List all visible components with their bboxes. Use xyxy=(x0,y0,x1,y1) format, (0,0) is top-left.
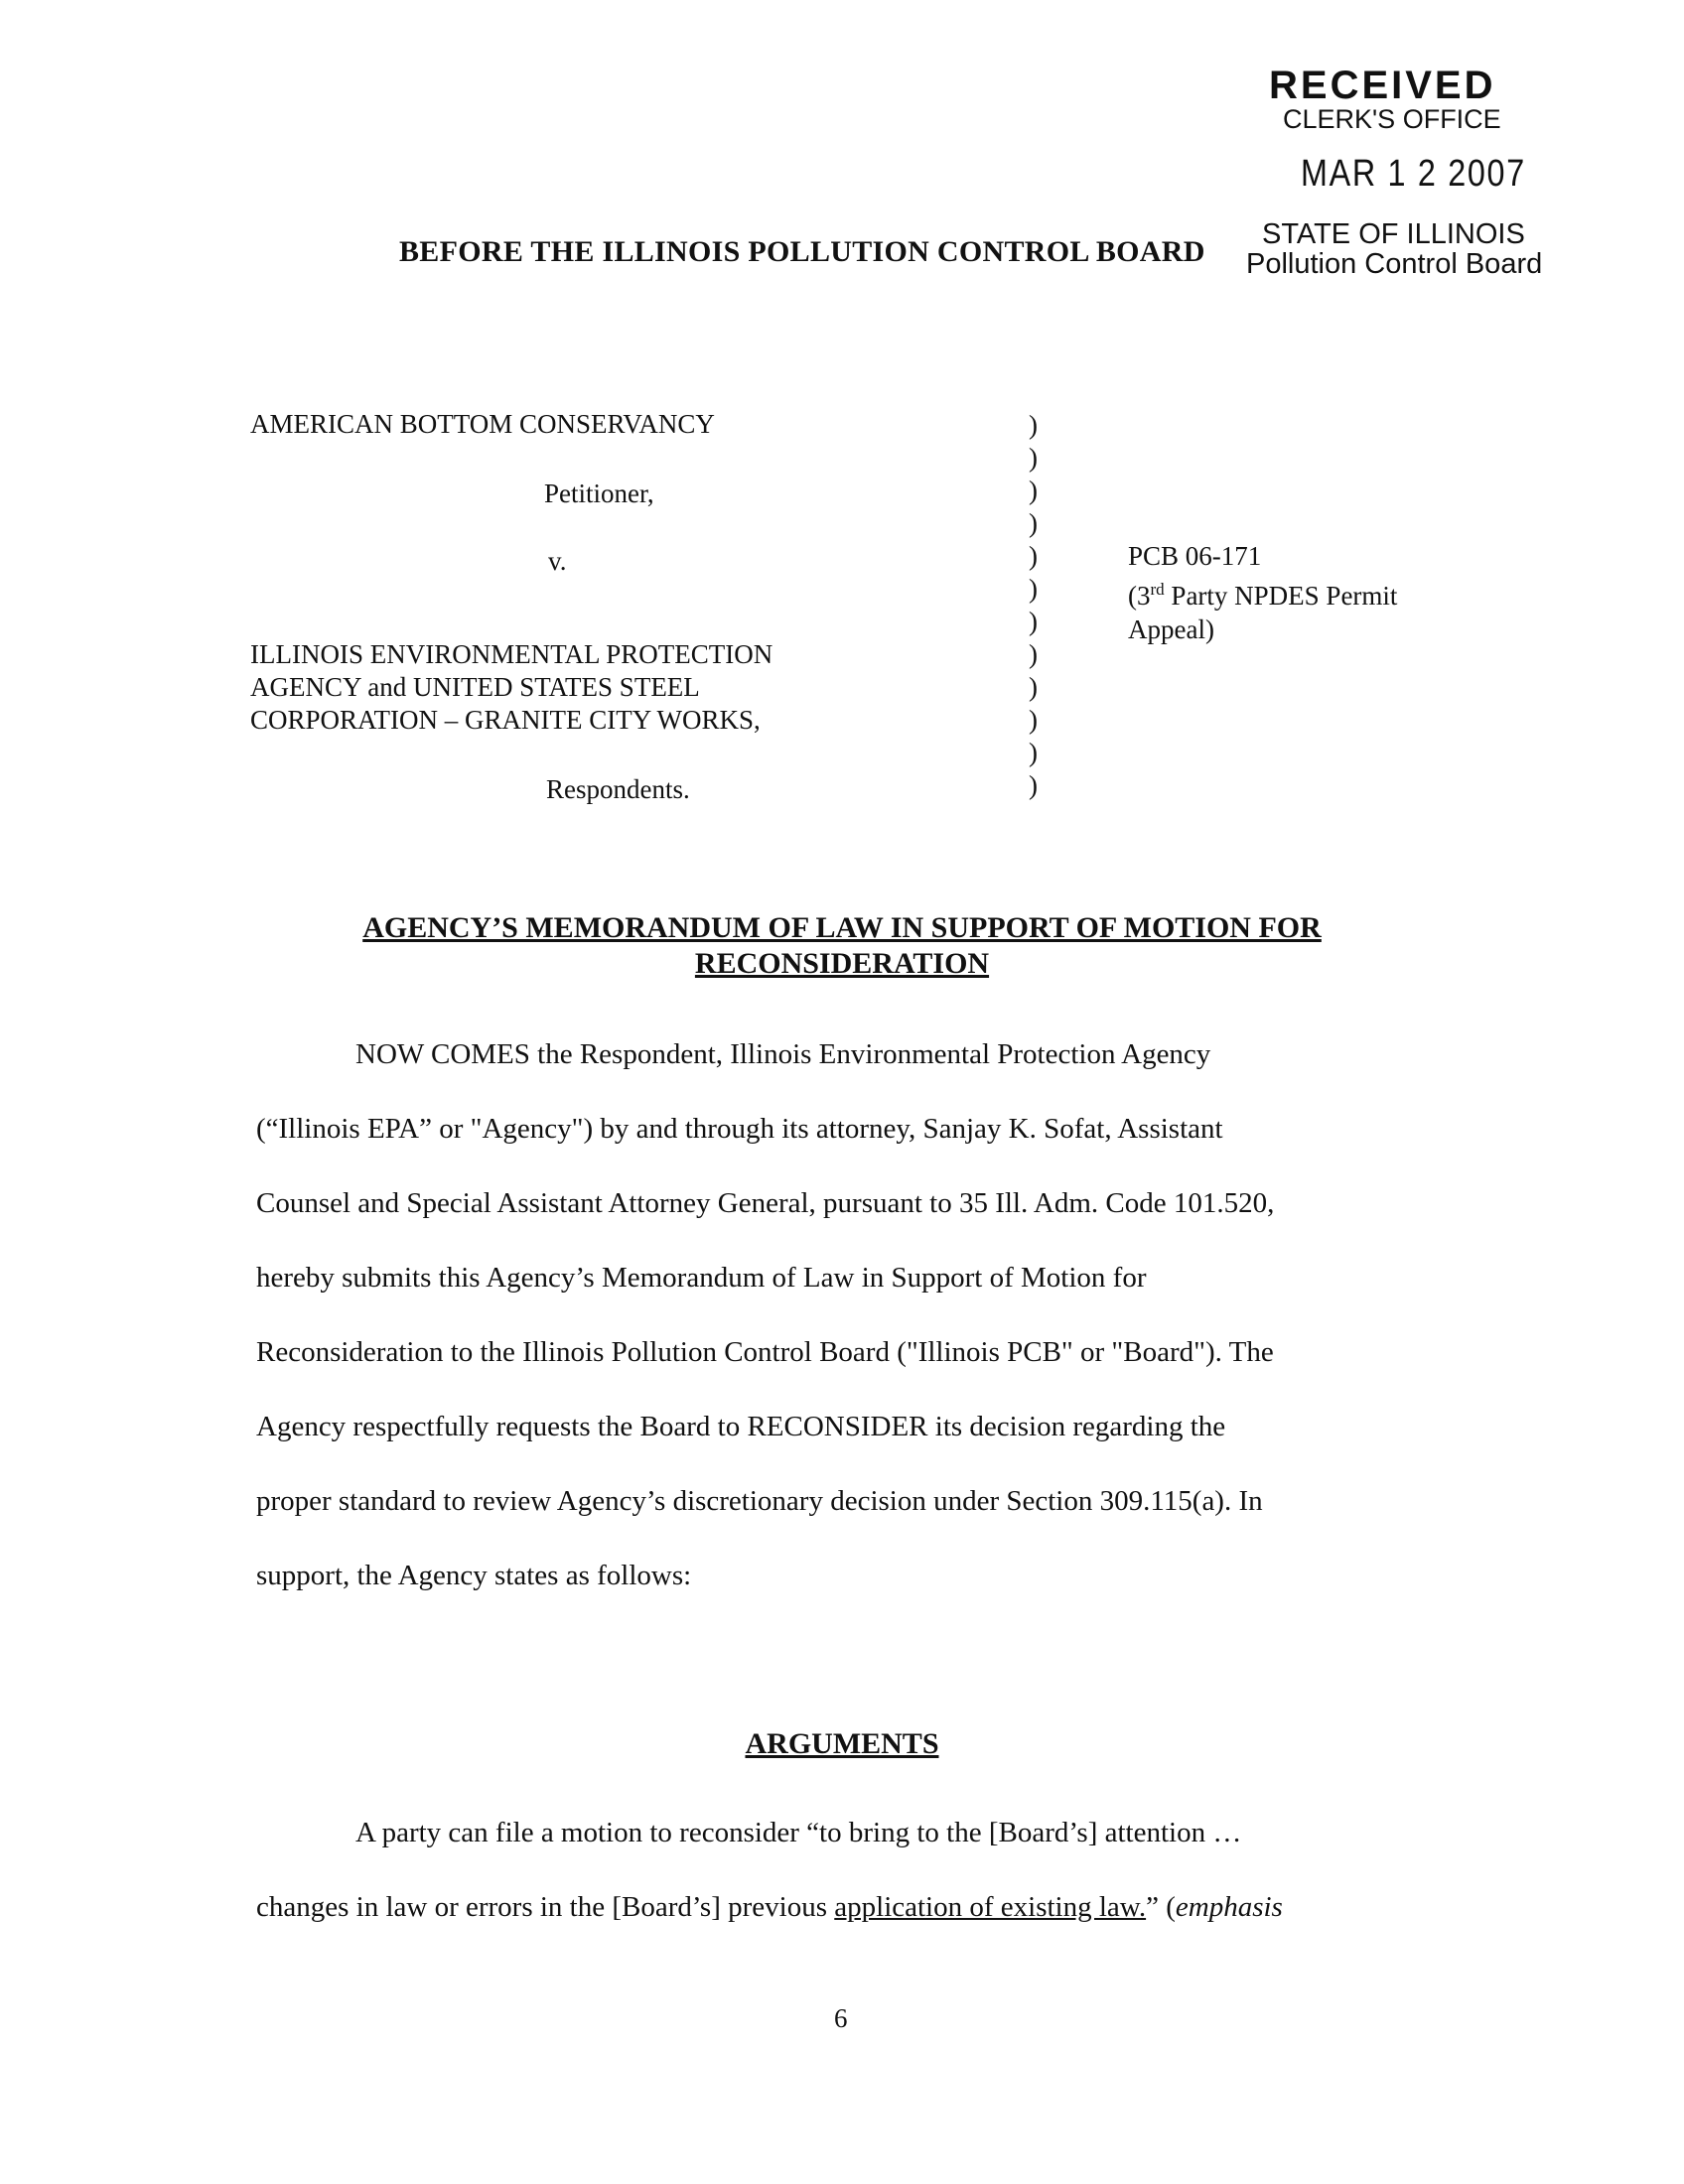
stamp-clerks-office: CLERK'S OFFICE xyxy=(1283,104,1501,134)
body-line: NOW COMES the Respondent, Illinois Environmental Protection Agency xyxy=(355,1038,1211,1070)
body-line: Agency respectfully requests the Board to RECONSIDER its decision regarding the xyxy=(256,1411,1226,1442)
case-type-line-2: Appeal) xyxy=(1128,614,1214,644)
petitioner-name: AMERICAN BOTTOM CONSERVANCY xyxy=(250,409,715,439)
case-number: PCB 06-171 xyxy=(1128,541,1262,571)
page-number: 6 xyxy=(834,2003,848,2033)
stamp-received: RECEIVED xyxy=(1269,64,1496,107)
case-type: (3rd Party NPDES Permit xyxy=(1128,580,1398,611)
case-info xyxy=(1128,539,1397,646)
body-line: changes in law or errors in the [Board’s] previous application of existing law.” (emphasis xyxy=(256,1891,1283,1923)
body-line: hereby submits this Agency’s Memorandum of Law in Support of Motion for xyxy=(256,1262,1147,1294)
arguments-heading: ARGUMENTS xyxy=(745,1727,939,1760)
arguments-paragraph xyxy=(256,1796,1448,1945)
respondent-role: Respondents. xyxy=(546,774,690,804)
stamp-board: Pollution Control Board xyxy=(1246,248,1543,280)
stamp-state: STATE OF ILLINOIS xyxy=(1262,218,1525,250)
stamp-date: MAR 1 2 2007 xyxy=(1301,153,1526,195)
body-line: Counsel and Special Assistant Attorney General, pursuant to 35 Ill. Adm. Code 101.520, xyxy=(256,1187,1275,1219)
document-title: BEFORE THE ILLINOIS POLLUTION CONTROL BOARD xyxy=(399,235,1205,268)
memorandum-heading-line-2: RECONSIDERATION xyxy=(694,947,990,980)
underlined-text: application of existing law. xyxy=(834,1891,1147,1923)
body-line: proper standard to review Agency’s discretionary decision under Section 309.115(a). In xyxy=(256,1485,1263,1517)
respondent-line-1: ILLINOIS ENVIRONMENTAL PROTECTION xyxy=(250,639,773,669)
body-line: Reconsideration to the Illinois Pollution Control Board ("Illinois PCB" or "Board"). The xyxy=(256,1336,1274,1368)
body-line: A party can file a motion to reconsider “to bring to the [Board’s] attention … xyxy=(355,1817,1242,1848)
respondent-line-2: AGENCY and UNITED STATES STEEL xyxy=(250,672,700,702)
italic-text: emphasis xyxy=(1175,1891,1283,1923)
respondent-line-3: CORPORATION – GRANITE CITY WORKS, xyxy=(250,705,761,735)
petitioner-role: Petitioner, xyxy=(544,478,654,508)
memorandum-heading-line-1: AGENCY’S MEMORANDUM OF LAW IN SUPPORT OF MOTION FOR xyxy=(362,911,1322,944)
body-line: support, the Agency states as follows: xyxy=(256,1560,692,1591)
body-line: (“Illinois EPA” or "Agency") by and through its attorney, Sanjay K. Sofat, Assistant xyxy=(256,1113,1223,1145)
intro-paragraph xyxy=(256,1018,1448,1613)
versus: v. xyxy=(548,546,567,576)
caption-parentheses: ) ) ) ) ) ) ) ) ) ) ) ) xyxy=(1029,410,1038,800)
